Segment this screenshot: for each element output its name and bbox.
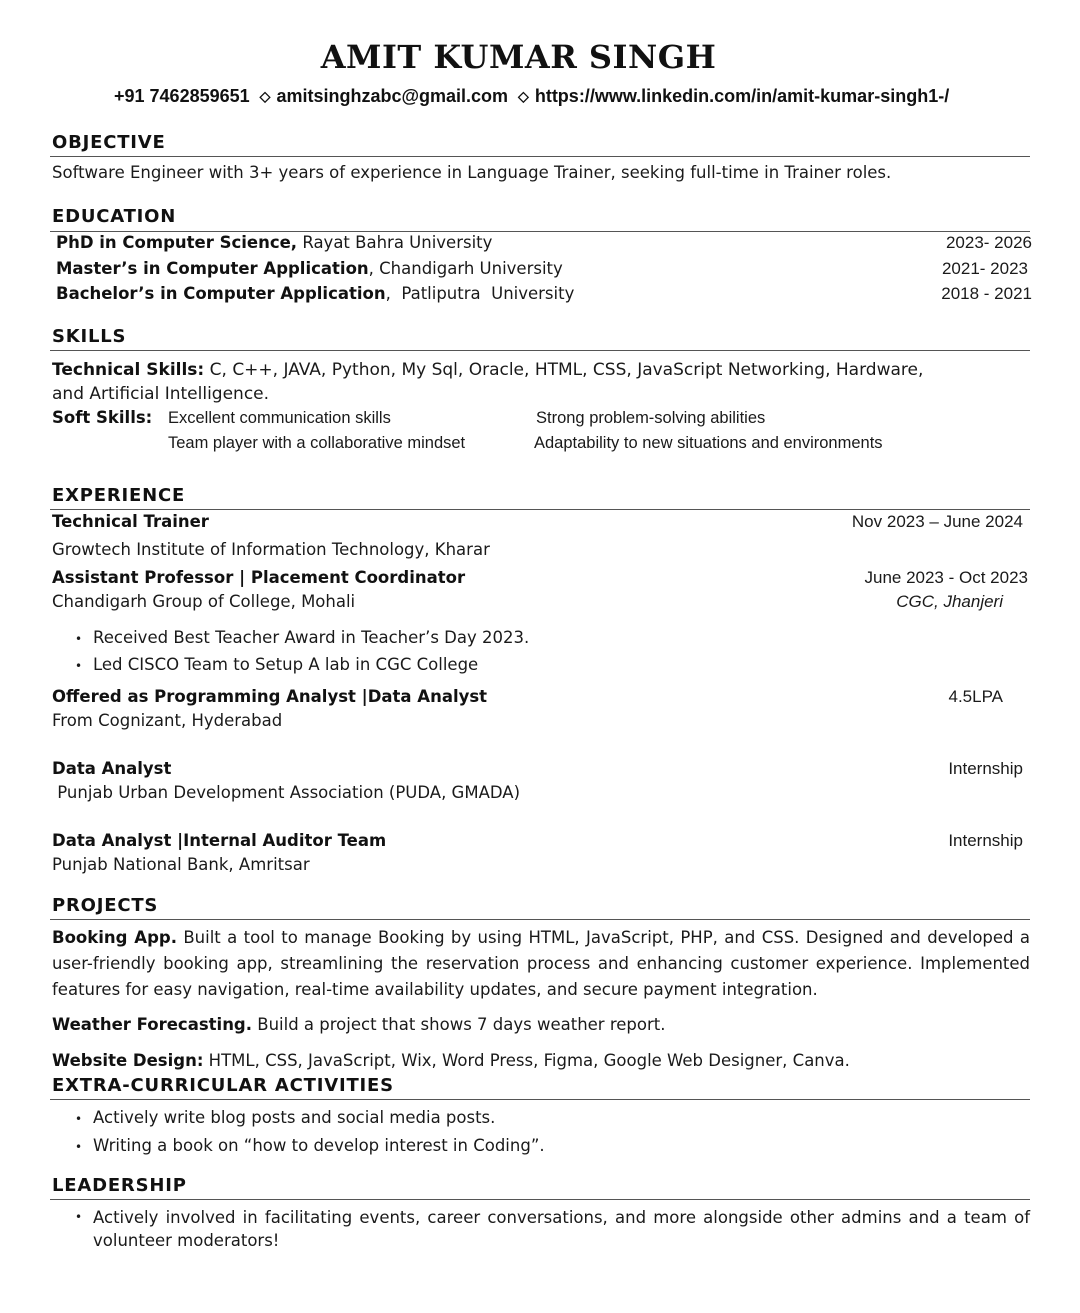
bullet-icon: •	[75, 659, 83, 673]
diamond-separator-icon: ◇	[259, 88, 271, 104]
experience-location: CGC, Jhanjeri	[896, 592, 1003, 611]
education-item	[56, 284, 574, 303]
contact-line	[114, 86, 949, 107]
technical-skills	[52, 360, 923, 380]
linkedin-link[interactable]: https://www.linkedin.com/in/amit-kumar-singh1-/	[534, 86, 950, 106]
education-school: , Patliputra University	[385, 284, 575, 303]
education-years: 2023- 2026	[945, 233, 1032, 252]
education-degree: Master’s in Computer Application	[56, 259, 369, 278]
soft-skill: Adaptability to new situations and environments	[534, 434, 883, 452]
experience-role: Data Analyst |Internal Auditor Team	[52, 831, 387, 850]
technical-skills-continued: and Artificial Intelligence.	[52, 384, 270, 404]
soft-skill: Excellent communication skills	[168, 409, 391, 427]
experience-org: Chandigarh Group of College, Mohali	[52, 592, 356, 611]
list-item: • Received Best Teacher Award in Teacher’s Day 2023.	[93, 628, 529, 647]
project-description: Build a project that shows 7 days weather report.	[252, 1015, 666, 1034]
experience-type: Internship	[948, 759, 1023, 778]
section-divider	[50, 156, 1030, 157]
experience-org: Growtech Institute of Information Technology, Kharar	[52, 540, 490, 559]
education-item	[56, 233, 492, 252]
experience-dates: June 2023 - Oct 2023	[864, 568, 1028, 587]
section-divider	[50, 509, 1030, 510]
project-item	[52, 1051, 850, 1070]
bullet-icon: •	[75, 1112, 83, 1126]
list-item: • Actively write blog posts and social media posts.	[93, 1108, 495, 1127]
experience-salary: 4.5LPA	[948, 687, 1003, 706]
experience-type: Internship	[948, 831, 1023, 850]
soft-skill: Strong problem-solving abilities	[536, 409, 766, 427]
experience-org: Punjab Urban Development Association (PUDA, GMADA)	[52, 783, 521, 802]
section-title-leadership: LEADERSHIP	[52, 1175, 187, 1196]
experience-role: Technical Trainer	[52, 512, 209, 531]
project-description: Built a tool to manage Booking by using HTML, JavaScript, PHP, and CSS. Designed and developed a user-friendly booking app, streamlining the reservation process and enhancing customer experience. Implemented features for easy navigation, real-time availability updates, and secure payment integration.	[52, 928, 1031, 999]
education-school: Rayat Bahra University	[297, 233, 493, 252]
education-years: 2018 - 2021	[941, 284, 1032, 303]
soft-skill: Team player with a collaborative mindset	[168, 434, 466, 452]
objective-text: Software Engineer with 3+ years of experience in Language Trainer, seeking full-time in Trainer roles.	[52, 163, 892, 182]
phone-number: +91 7462859651	[114, 86, 250, 106]
section-title-projects: PROJECTS	[52, 895, 159, 916]
soft-skills-label: Soft Skills:	[52, 408, 153, 427]
experience-org: Punjab National Bank, Amritsar	[52, 855, 310, 874]
section-title-skills: SKILLS	[52, 326, 127, 347]
bullet-icon: •	[75, 1140, 83, 1154]
education-school: , Chandigarh University	[368, 259, 563, 278]
education-degree: Bachelor’s in Computer Application	[56, 284, 386, 303]
technical-skills-list: C, C++, JAVA, Python, My Sql, Oracle, HTML, CSS, JavaScript Networking, Hardware,	[204, 360, 924, 380]
project-name: Website Design:	[52, 1051, 204, 1070]
experience-role: Assistant Professor | Placement Coordinator	[52, 568, 466, 587]
project-name: Weather Forecasting.	[52, 1015, 253, 1034]
section-divider	[50, 231, 1030, 232]
section-divider	[50, 1199, 1030, 1200]
section-title-experience: EXPERIENCE	[52, 485, 186, 506]
experience-role: Data Analyst	[52, 759, 172, 778]
resume-name: AMIT KUMAR SINGH	[320, 38, 717, 76]
list-item: • Led CISCO Team to Setup A lab in CGC College	[93, 655, 478, 674]
bullet-icon: •	[75, 1210, 83, 1224]
list-item: • Writing a book on “how to develop interest in Coding”.	[93, 1136, 545, 1155]
section-divider	[50, 919, 1030, 920]
experience-role: Offered as Programming Analyst |Data Analyst	[52, 687, 488, 706]
project-name: Booking App.	[52, 928, 177, 947]
section-divider	[50, 1099, 1030, 1100]
project-item	[52, 1015, 665, 1034]
list-item: Actively involved in facilitating events, career conversations, and more alongside other admins and a team of volunteer moderators!	[93, 1208, 1030, 1250]
diamond-separator-icon: ◇	[518, 88, 529, 104]
section-title-objective: OBJECTIVE	[52, 132, 166, 153]
section-title-extracurricular: EXTRA-CURRICULAR ACTIVITIES	[52, 1075, 394, 1096]
project-item	[52, 925, 1030, 1003]
experience-org: From Cognizant, Hyderabad	[52, 711, 283, 730]
section-title-education: EDUCATION	[52, 206, 177, 227]
experience-dates: Nov 2023 – June 2024	[851, 512, 1023, 531]
education-item	[56, 259, 563, 278]
technical-skills-label: Technical Skills:	[52, 360, 205, 380]
education-degree: PhD in Computer Science,	[56, 233, 298, 252]
bullet-icon: •	[75, 632, 83, 646]
email-link[interactable]: amitsinghzabc@gmail.com	[276, 86, 509, 106]
project-description: HTML, CSS, JavaScript, Wix, Word Press, Figma, Google Web Designer, Canva.	[203, 1051, 850, 1070]
education-years: 2021- 2023	[941, 259, 1028, 278]
section-divider	[50, 350, 1030, 351]
